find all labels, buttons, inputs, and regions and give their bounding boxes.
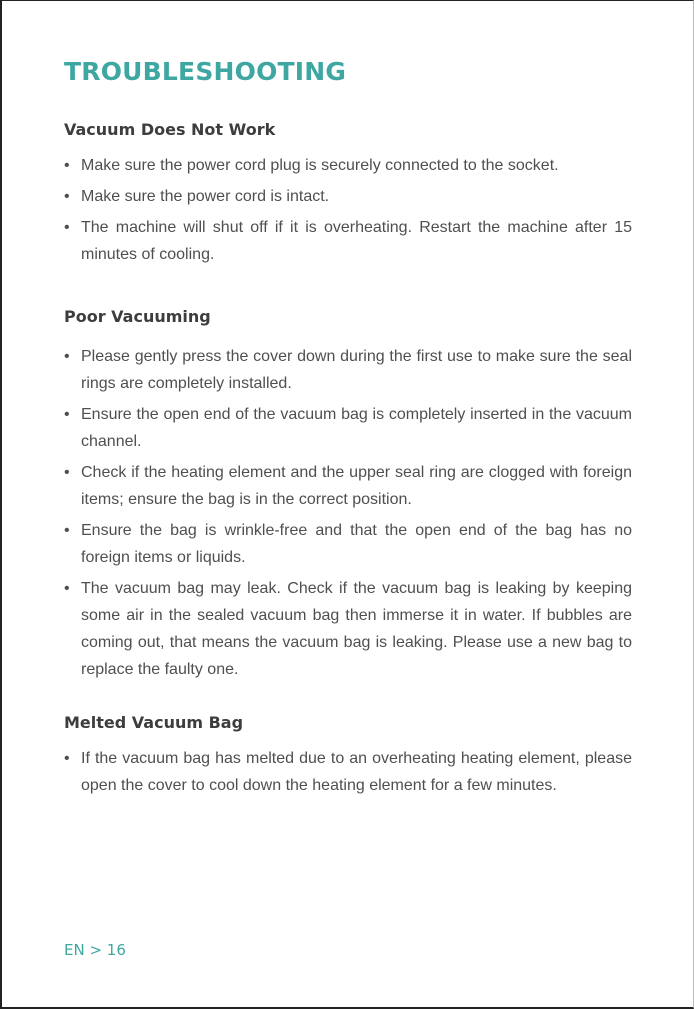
list-item xyxy=(64,745,632,799)
list-item xyxy=(64,214,632,268)
bullet-icon: • xyxy=(64,348,70,365)
list-item-text: Please gently press the cover down during the first use to make sure the seal rings are completely installed. xyxy=(81,348,632,392)
list-item xyxy=(64,343,632,397)
list-item xyxy=(64,152,632,179)
page-number: EN > 16 xyxy=(64,941,126,959)
section-heading: Poor Vacuuming xyxy=(64,307,211,326)
section-vacuum-does-not-work xyxy=(64,119,632,272)
list-item xyxy=(64,459,632,513)
list-item-text: Make sure the power cord plug is securely connected to the socket. xyxy=(81,157,559,174)
list-item xyxy=(64,401,632,455)
bullet-list xyxy=(64,152,632,268)
bullet-icon: • xyxy=(64,750,70,767)
list-item-text: The machine will shut off if it is overheating. Restart the machine after 15 minutes of cooling. xyxy=(81,219,632,263)
section-poor-vacuuming xyxy=(64,306,632,687)
bullet-icon: • xyxy=(64,219,70,236)
list-item-text: If the vacuum bag has melted due to an overheating heating element, please open the cover to cool down the heating element for a few minutes. xyxy=(81,750,632,794)
list-item-text: Check if the heating element and the upper seal ring are clogged with foreign items; ensure the bag is in the correct position. xyxy=(81,464,632,508)
list-item-text: Make sure the power cord is intact. xyxy=(81,188,330,205)
list-item-text: Ensure the open end of the vacuum bag is completely inserted in the vacuum channel. xyxy=(81,406,632,450)
bullet-icon: • xyxy=(64,188,70,205)
bullet-icon: • xyxy=(64,406,70,423)
bullet-icon: • xyxy=(64,580,70,597)
section-melted-vacuum-bag xyxy=(64,712,632,803)
page-title: TROUBLESHOOTING xyxy=(64,57,347,86)
bullet-icon: • xyxy=(64,522,70,539)
bullet-list xyxy=(64,745,632,799)
list-item xyxy=(64,575,632,683)
bullet-icon: • xyxy=(64,157,70,174)
bullet-list xyxy=(64,343,632,683)
section-heading: Melted Vacuum Bag xyxy=(64,713,244,732)
list-item xyxy=(64,517,632,571)
bullet-icon: • xyxy=(64,464,70,481)
list-item-text: The vacuum bag may leak. Check if the vacuum bag is leaking by keeping some air in the sealed vacuum bag then immerse it in water. If bubbles are coming out, that means the vacuum bag is leaking. Please use a new bag to replace the faulty one. xyxy=(81,580,632,678)
list-item-text: Ensure the bag is wrinkle-free and that the open end of the bag has no foreign items or liquids. xyxy=(81,522,632,566)
list-item xyxy=(64,183,632,210)
section-heading: Vacuum Does Not Work xyxy=(64,120,276,139)
